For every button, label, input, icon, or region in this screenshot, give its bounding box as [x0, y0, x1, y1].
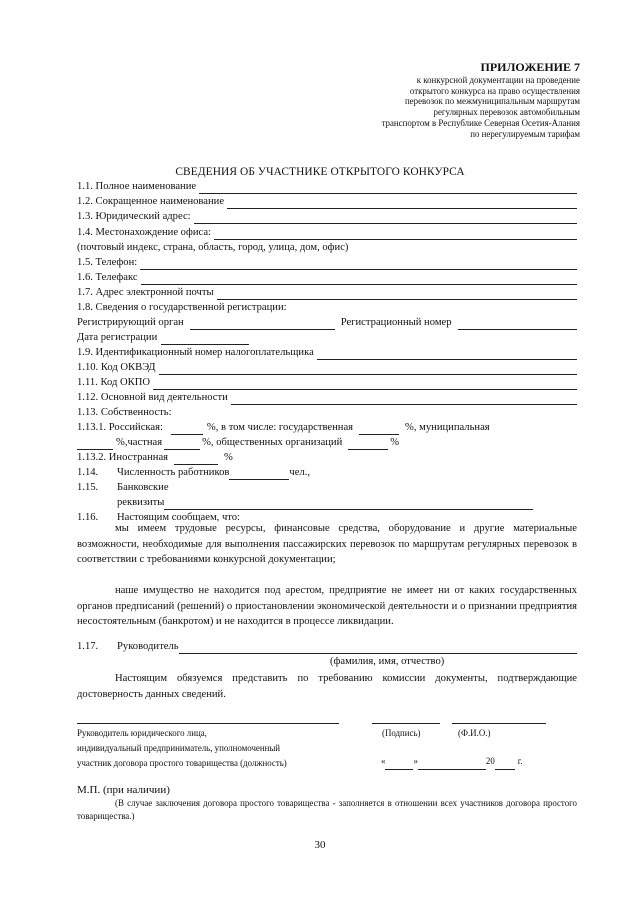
signature-label-1: Руководитель юридического лица, — [77, 728, 207, 738]
field-label: 1.1. Полное наименование — [77, 181, 197, 192]
appendix-line: открытого конкурса на право осуществления — [409, 85, 580, 96]
fill-line[interactable] — [179, 643, 577, 654]
fill-line[interactable] — [194, 213, 577, 224]
field-short-name[interactable] — [77, 195, 577, 209]
fill-line[interactable] — [214, 229, 577, 240]
date-day-line[interactable] — [385, 759, 413, 770]
fill-line[interactable] — [141, 274, 577, 285]
signature-sign-label: (Подпись) — [382, 728, 421, 738]
fio-note: (фамилия, имя, отчество) — [330, 656, 445, 667]
fill-line[interactable] — [153, 379, 577, 390]
page-number: 30 — [314, 839, 326, 851]
field-office-location[interactable] — [77, 226, 577, 240]
fill-line[interactable] — [174, 454, 218, 465]
fill-line[interactable] — [229, 469, 289, 480]
field-full-name[interactable] — [77, 180, 577, 194]
field-employees[interactable]: 1.14. Численность работников чел., — [77, 467, 311, 478]
fill-line[interactable] — [227, 198, 577, 209]
fill-line[interactable] — [164, 439, 200, 450]
appendix-line: перевозок по межмуниципальным маршрутам — [404, 96, 580, 107]
signature-label-2: индивидуальный предприниматель, уполномоченный — [77, 743, 281, 753]
office-location-note: (почтовый индекс, страна, область, город, улица, дом, офис) — [77, 242, 349, 253]
field-label: 1.12. Основной вид деятельности — [77, 392, 228, 403]
fill-line[interactable] — [217, 289, 577, 300]
document-title: СВЕДЕНИЯ ОБ УЧАСТНИКЕ ОТКРЫТОГО КОНКУРСА — [175, 166, 465, 178]
appendix-line: транспортом в Республике Северная Осетия-Алания — [381, 117, 580, 128]
field-bank-details-label: 1.15. Банковские — [77, 482, 169, 493]
declaration-paragraph-1: мы имеем трудовые ресурсы, финансовые средства, оборудование и другие материальные возможности, необходимые для выполнения пассажирских перевозок по маршрутам регулярных перевозок в соответствии с требованиями конкурсной документации; — [77, 523, 577, 565]
field-label: 1.11. Код ОКПО — [77, 377, 151, 388]
field-okved[interactable] — [77, 361, 577, 375]
field-label: 1.5. Телефон: — [77, 257, 138, 268]
section-ownership: 1.13. Собственность: — [77, 407, 172, 418]
field-ownership-foreign[interactable]: 1.13.2. Иностранная % — [77, 452, 233, 463]
appendix-header — [382, 60, 580, 139]
signature-date[interactable]: « » 20 г. — [381, 754, 523, 770]
fill-line[interactable] — [140, 259, 577, 270]
field-legal-address[interactable] — [77, 210, 577, 224]
stamp-label: М.П. (при наличии) — [77, 784, 170, 796]
commitment-paragraph: Настоящим обязуемся представить по требованию комиссии документы, подтверждающие достоверность данных сведений. — [77, 673, 577, 700]
fill-line[interactable] — [359, 424, 399, 435]
field-head[interactable]: 1.17. Руководитель — [77, 640, 577, 654]
field-fax[interactable] — [77, 271, 577, 285]
fill-line[interactable] — [199, 183, 577, 194]
section-declaration: 1.16. Настоящим сообщаем, что: — [77, 512, 240, 523]
field-label: 1.9. Идентификационный номер налогоплательщика — [77, 347, 314, 358]
fill-line[interactable] — [190, 319, 335, 330]
field-okpo[interactable] — [77, 376, 577, 390]
fill-line[interactable] — [161, 334, 249, 345]
footnote: (В случае заключения договора простого товарищества - заполняется в отношении всех участников договора простого товарищества.) — [77, 798, 577, 821]
fill-line[interactable] — [77, 439, 113, 450]
appendix-line: к конкурсной документации на проведение — [416, 75, 580, 85]
signature-sign-line[interactable] — [372, 723, 440, 724]
field-bank-details[interactable]: реквизиты — [117, 496, 533, 510]
field-label: 1.6. Телефакс — [77, 272, 138, 283]
section-registration: 1.8. Сведения о государственной регистрации: — [77, 302, 287, 313]
signature-label-3: участник договора простого товарищества (должность) — [77, 758, 287, 768]
field-email[interactable] — [77, 286, 577, 300]
appendix-line: регулярных перевозок автомобильным — [433, 107, 580, 118]
field-inn[interactable] — [77, 346, 577, 360]
field-ownership-private[interactable]: %,частная %, общественных организаций % — [77, 436, 577, 450]
fill-line[interactable] — [231, 394, 577, 405]
field-registration-date[interactable] — [77, 331, 577, 345]
field-label: 1.3. Юридический адрес: — [77, 211, 191, 222]
appendix-line: по нерегулируемым тарифам — [470, 128, 580, 139]
fill-line[interactable] — [458, 319, 577, 330]
fill-line[interactable] — [317, 349, 577, 360]
field-phone[interactable] — [77, 256, 577, 270]
field-registration-authority[interactable] — [77, 316, 577, 330]
date-year-line[interactable] — [495, 759, 515, 770]
signature-position-line[interactable] — [77, 723, 339, 724]
field-label: Регистрационный номер — [340, 317, 452, 328]
field-label: 1.10. Код ОКВЭД — [77, 362, 156, 373]
field-ownership-russian[interactable]: 1.13.1. Российская: %, в том числе: государственная %, муниципальная — [77, 422, 490, 433]
field-label: Регистрирующий орган — [77, 317, 184, 328]
field-main-activity[interactable] — [77, 391, 577, 405]
fill-line[interactable] — [171, 424, 203, 435]
appendix-title: ПРИЛОЖЕНИЕ 7 — [480, 60, 580, 74]
fill-line[interactable] — [159, 364, 577, 375]
fill-line[interactable] — [164, 499, 533, 510]
signature-fio-label: (Ф.И.О.) — [458, 728, 491, 738]
date-month-line[interactable] — [418, 759, 486, 770]
signature-fio-line[interactable] — [452, 723, 546, 724]
fill-line[interactable] — [348, 439, 388, 450]
field-label: Дата регистрации — [77, 332, 158, 343]
field-label: 1.7. Адрес электронной почты — [77, 287, 214, 298]
field-label: 1.4. Местонахождение офиса: — [77, 227, 211, 238]
declaration-paragraph-2: наше имущество не находится под арестом, предприятие не имеет ни от каких государственных органов предписаний (решений) о приостановлении экономической деятельности и о признании предприятия несостоятельным (банкротом) и не находится в процессе ликвидации. — [77, 585, 577, 627]
field-label: 1.2. Сокращенное наименование — [77, 196, 225, 207]
